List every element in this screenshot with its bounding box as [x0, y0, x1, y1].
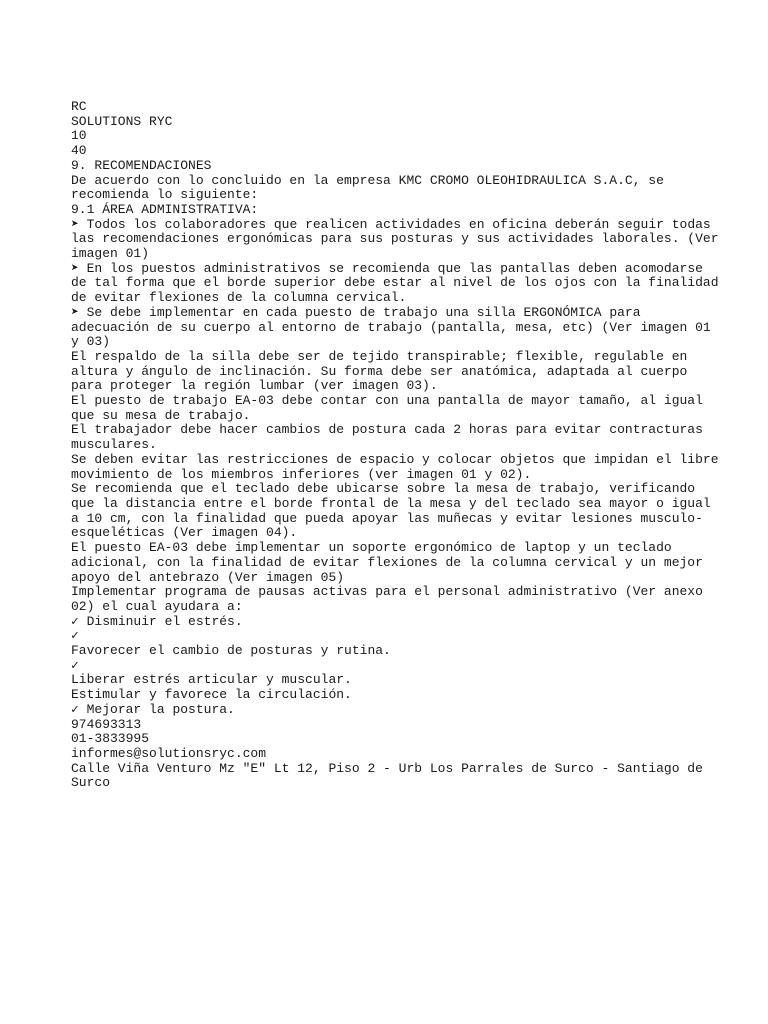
total-pages: 40: [71, 143, 87, 159]
text-line: para proteger la región lumbar (ver imagen 03).: [71, 378, 438, 394]
text-line: imagen 01): [71, 246, 150, 262]
text-line: 02) el cual ayudara a:: [71, 598, 243, 614]
contact-address: Calle Viña Venturo Mz "E" Lt 12, Piso 2 - Urb Los Parrales de Surco - Santiago de: [71, 760, 703, 776]
text-line: las recomendaciones ergonómicas para sus posturas y sus actividades laborales. (Ver: [71, 231, 719, 247]
text-line: De acuerdo con lo concluido en la empresa KMC CROMO OLEOHIDRAULICA S.A.C, se: [71, 172, 664, 188]
bullet-text-line: ➤ Todos los colaboradores que realicen actividades en oficina deberán seguir todas: [71, 216, 711, 232]
check-mark: ✓: [71, 628, 79, 644]
text-line: de tal forma que el borde superior debe estar al nivel de los ojos con la finalidad: [71, 275, 719, 291]
text-line: esqueléticas (Ver imagen 04).: [71, 525, 298, 541]
text-line: y 03): [71, 334, 111, 350]
subsection-title: 9.1 ÁREA ADMINISTRATIVA:: [71, 201, 259, 217]
text-line: El respaldo de la silla debe ser de tejido transpirable; flexible, regulable en: [71, 348, 688, 364]
checklist-item: ✓ Mejorar la postura.: [71, 701, 235, 717]
text-line: musculares.: [71, 437, 157, 453]
contact-phone-landline: 01-3833995: [71, 731, 150, 747]
text-line: altura y ángulo de inclinación. Su forma debe ser anatómica, adaptada al cuerpo: [71, 363, 688, 379]
header-logo-text: RC: [71, 99, 87, 114]
text-line: adecuación de su cuerpo al entorno de trabajo (pantalla, mesa, etc) (Ver imagen 01: [71, 319, 711, 335]
text-line: El puesto de trabajo EA-03 debe contar con una pantalla de mayor tamaño, al igual: [71, 393, 703, 409]
text-line: de evitar flexiones de la columna cervical.: [71, 290, 407, 306]
checklist-item: Favorecer el cambio de posturas y rutina.: [71, 643, 391, 659]
text-line: apoyo del antebrazo (Ver imagen 05): [71, 569, 345, 585]
text-line: que la distancia entre el borde frontal de la mesa y del teclado sea mayor o igual: [71, 495, 711, 511]
bullet-text-line: ➤ En los puestos administrativos se recomienda que las pantallas deben acomodarse: [71, 260, 703, 276]
document-body: [71, 99, 719, 791]
text-line: adicional, con la finalidad de evitar flexiones de la columna cervical y un mejor: [71, 554, 703, 570]
text-line: recomienda lo siguiente:: [71, 187, 259, 203]
contact-phone: 974693313: [71, 716, 142, 732]
checklist-item: ✓ Disminuir el estrés.: [71, 613, 243, 629]
text-line: Se deben evitar las restricciones de espacio y colocar objetos que impidan el libre: [71, 451, 719, 467]
text-line: movimiento de los miembros inferiores (ver imagen 01 y 02).: [71, 466, 532, 482]
checklist-item: Liberar estrés articular y muscular.: [71, 672, 352, 688]
checklist-item: Estimular y favorece la circulación.: [71, 687, 352, 703]
text-line: Se recomienda que el teclado debe ubicarse sobre la mesa de trabajo, verificando: [71, 481, 696, 497]
text-line: a 10 cm, con la finalidad que pueda apoyar las muñecas y evitar lesiones musculo-: [71, 510, 703, 526]
text-line: El puesto EA-03 debe implementar un soporte ergonómico de laptop y un teclado: [71, 540, 672, 556]
check-mark: ✓: [71, 657, 79, 673]
text-line: Implementar programa de pausas activas para el personal administrativo (Ver anexo: [71, 584, 703, 600]
page-number: 10: [71, 128, 87, 144]
contact-address: Surco: [71, 775, 111, 791]
text-line: que su mesa de trabajo.: [71, 407, 251, 423]
section-title: 9. RECOMENDACIONES: [71, 157, 212, 173]
text-line: El trabajador debe hacer cambios de postura cada 2 horas para evitar contracturas: [71, 422, 703, 438]
bullet-text-line: ➤ Se debe implementar en cada puesto de trabajo una silla ERGONÓMICA para: [71, 304, 641, 320]
company-name: SOLUTIONS RYC: [71, 113, 173, 129]
contact-email: informes@solutionsryc.com: [71, 745, 267, 761]
